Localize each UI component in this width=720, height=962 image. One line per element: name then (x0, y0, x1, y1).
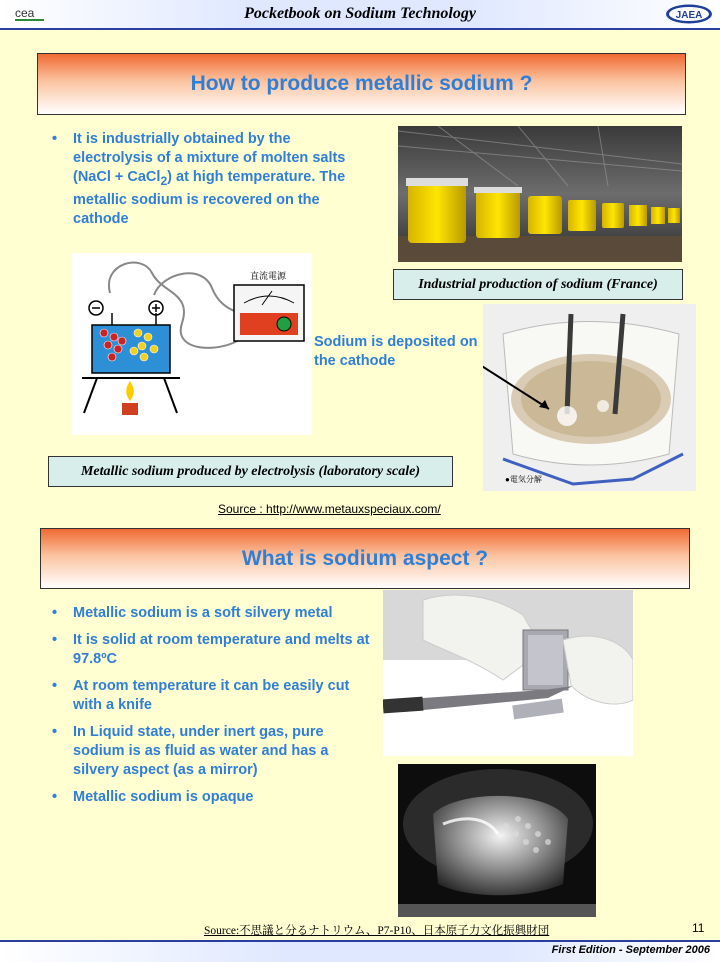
header-title: Pocketbook on Sodium Technology (244, 5, 476, 22)
svg-text:cea: cea (15, 6, 35, 20)
power-supply-label: 直流電源 (250, 271, 287, 281)
sodium-block-photo (398, 764, 596, 917)
list-item (52, 631, 372, 669)
production-bullet (52, 130, 372, 229)
page-header (0, 0, 720, 30)
list-item (52, 788, 372, 807)
source-reference: :不思議と分るナトリウム、P7-P10、日本原子力文化振興財団 (235, 925, 550, 937)
jaea-logo (664, 3, 714, 25)
industrial-photo-caption: Industrial production of sodium (France) (393, 269, 683, 300)
page-footer (0, 940, 720, 962)
electrolysis-diagram (72, 253, 312, 435)
lab-photo-caption: Metallic sodium produced by electrolysis (laboratory scale) (48, 456, 453, 487)
bullet-marker: • (52, 678, 58, 694)
source-note-japanese (204, 922, 549, 938)
bullet-text: Metallic sodium is opaque (73, 789, 254, 805)
bullet-marker: • (52, 131, 58, 147)
bullet-text: At room temperature it can be easily cut with a knife (73, 678, 350, 713)
list-item (52, 723, 372, 780)
bullet-text: It is solid at room temperature and melts at 97.8ºC (73, 632, 370, 667)
bullet-marker: • (52, 632, 58, 648)
section-title-production: How to produce metallic sodium ? (37, 53, 686, 115)
cathode-deposit-label: Sodium is deposited on the cathode (314, 334, 478, 369)
svg-text:JAEA: JAEA (675, 10, 703, 21)
industrial-production-photo (398, 126, 682, 262)
source-link-metauxspeciaux[interactable]: Source : http://www.metauxspeciaux.com/ (218, 502, 441, 516)
lab-electrolysis-photo (483, 304, 696, 491)
sodium-cutting-photo (383, 590, 633, 756)
aspect-bullet-list (52, 604, 372, 815)
list-item (52, 677, 372, 715)
bullet-marker: • (52, 605, 58, 621)
source-prefix: Source (204, 925, 236, 937)
section-title-aspect: What is sodium aspect ? (40, 528, 690, 589)
bullet-text: Metallic sodium is a soft silvery metal (73, 605, 333, 621)
bullet-text: In Liquid state, under inert gas, pure sodium is as fluid as water and has a silvery aspect (as a mirror) (73, 724, 329, 778)
bullet-marker: • (52, 724, 58, 740)
edition-label: First Edition - September 2006 (551, 944, 710, 956)
page-number: 11 (692, 921, 705, 935)
lab-photo-label: ●電気分解 (505, 475, 542, 484)
list-item (52, 604, 372, 623)
production-bullet-text: It is industrially obtained by the electrolysis of a mixture of molten salts (NaCl + CaCl$_2$) at high temperature. The metallic sodium is recovered on the cathode (73, 131, 346, 227)
bullet-marker: • (52, 789, 58, 805)
